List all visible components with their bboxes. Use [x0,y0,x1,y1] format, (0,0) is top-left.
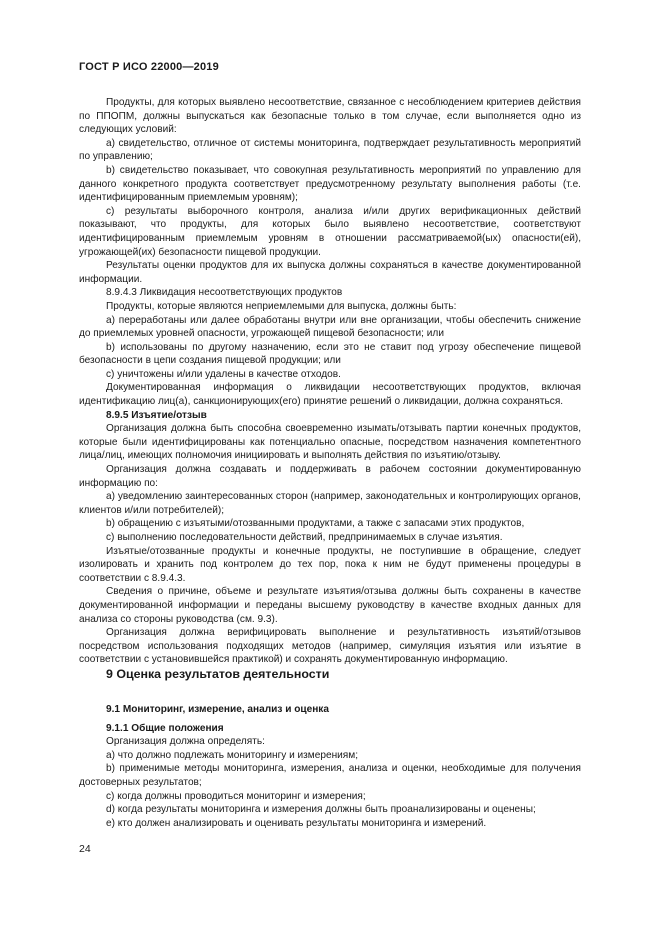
list-item: b) применимые методы мониторинга, измерения, анализа и оценки, необходимые для получения достоверных результатов; [79,763,581,788]
paragraph: Продукты, для которых выявлено несоответствие, связанное с несоблюдением критериев действия по ППОПМ, должны выпускаться как безопасные только в том случае, если выполняется одно из следующих условий: [79,97,581,136]
paragraph: Организация должна быть способна своевременно изымать/отзывать партии конечных продуктов, которые были идентифицированы как потенциально опасные, посредством назначения компетентного лица/лиц, имеющих полномочия инициировать и выполнять действия по изъятию/отзыву. [79,423,581,462]
section-heading-9-1-1: 9.1.1 Общие положения [106,722,224,734]
page-number: 24 [79,843,91,855]
subsection-heading-8-9-4-3: 8.9.4.3 Ликвидация несоответствующих продуктов [106,287,343,299]
paragraph: Продукты, которые являются неприемлемыми для выпуска, должны быть: [106,300,457,312]
paragraph: Сведения о причине, объеме и результате изъятия/отзыва должны быть сохранены в качестве документированной информации и переданы высшему руководству в качестве входных данных для анализа со стороны руководства (см. 9.3). [79,586,581,625]
list-item: a) переработаны или далее обработаны внутри или вне организации, чтобы обеспечить снижение до приемлемых уровней опасности, угрожающей пищевой безопасности; или [79,314,581,340]
list-item: b) обращению с изъятыми/отозванными продуктами, а также с запасами этих продуктов, [106,518,525,530]
paragraph: Изъятые/отозванные продукты и конечные продукты, не поступившие в обращение, следует изолировать и хранить под контролем до тех пор, пока к ним не будут применены процедуры в соответствии с 8.9.4.3. [79,545,581,584]
paragraph: Документированная информация о ликвидации несоответствующих продуктов, включая идентификацию лиц(а), санкционирующих(его) принятие решений о ликвидации, должна сохраняться. [79,382,581,408]
paragraph: Организация должна создавать и поддерживать в рабочем состоянии документированную информацию по: [79,464,581,489]
paragraph: Организация должна верифицировать выполнение и результативность изъятий/отзывов посредством использования подходящих методов (например, симуляция изъятия или изъятие в соответствии с установившейся практикой) и сохранять документированную информацию. [79,627,581,666]
list-item: d) когда результаты мониторинга и измерения должны быть проанализированы и оценены; [106,804,536,816]
body-text-8-9 [79,96,581,667]
paragraph: Организация должна определять: [106,736,265,748]
list-item: a) свидетельство, отличное от системы мониторинга, подтверждает результативность мероприятий по управлению; [79,137,581,163]
list-item: e) кто должен анализировать и оценивать результаты мониторинга и измерений. [106,817,487,829]
section-heading-9-1: 9.1 Мониторинг, измерение, анализ и оценка [106,704,329,715]
list-item: c) результаты выборочного контроля, анализа и/или других верификационных действий показывают, что продукты, для которых было выявлено несоответствие, соответствуют идентифицированным приемлемым уровням в отношении рассматриваемой(ых) опасности(ей), угрожающей(их) безопасности пищевой продукции. [79,205,581,258]
list-item: a) что должно подлежать мониторингу и измерениям; [106,749,359,761]
list-item: c) когда должны проводиться мониторинг и измерения; [106,790,366,802]
paragraph: Результаты оценки продуктов для их выпуска должны сохраняться в качестве документированной информации. [79,260,581,285]
list-item: c) уничтожены и/или удалены в качестве отходов. [106,368,341,380]
list-item: a) уведомлению заинтересованных сторон (например, законодательных и контролирующих органов, клиентов и/или потребителей); [79,491,581,516]
list-item: c) выполнению последовательности действий, предпринимаемых в случае изъятия. [106,532,503,543]
chapter-heading-9: 9 Оценка результатов деятельности [106,667,330,681]
list-item: b) использованы по другому назначению, если это не ставит под угрозу обеспечение пищевой безопасности в цепи создания пищевой продукции; или [79,341,581,367]
list-item: b) свидетельство показывает, что совокупная результативность мероприятий по управлению для данного конкретного продукта соответствует предусмотренному результату выполнения работы (т.е. идентифицированным приемлемым уровням); [79,164,581,204]
body-text-9-1 [79,703,581,830]
document-header: ГОСТ Р ИСО 22000—2019 [79,61,219,73]
section-heading-8-9-5: 8.9.5 Изъятие/отзыв [106,409,207,421]
